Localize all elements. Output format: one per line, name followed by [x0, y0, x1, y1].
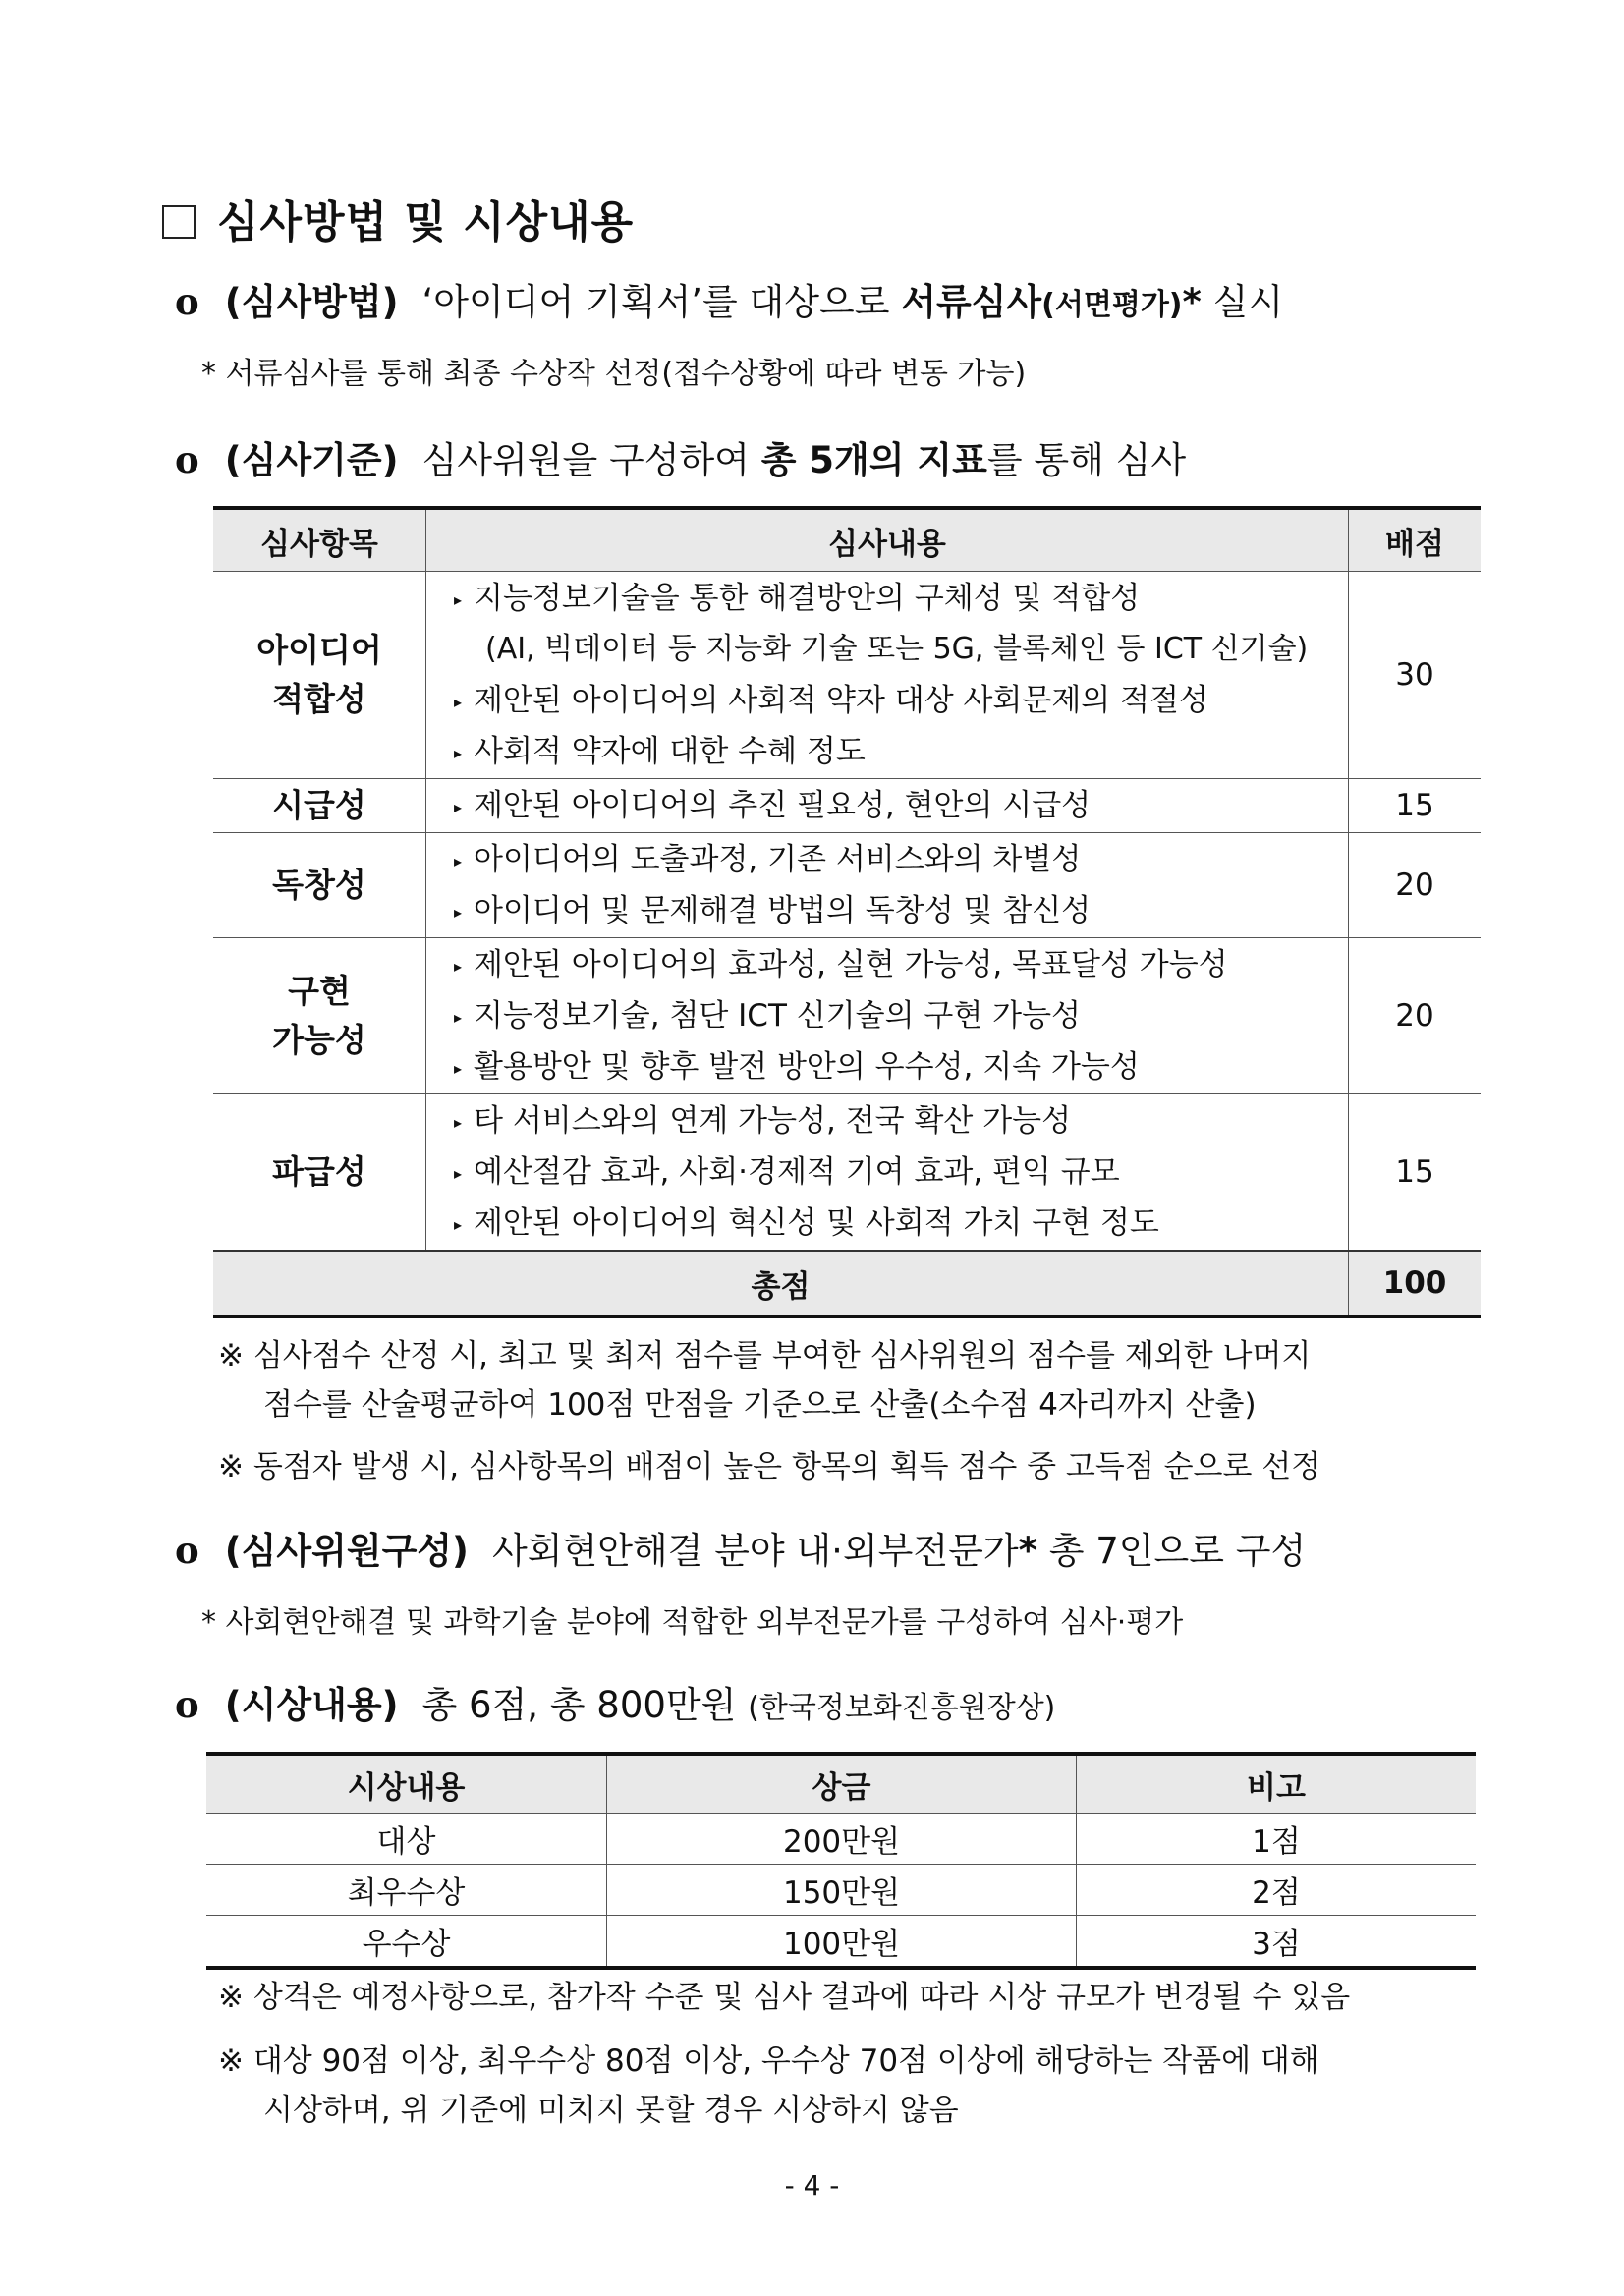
- table-row: [213, 833, 1481, 938]
- list-item: ▸ 예산절감 효과, 사회·경제적 기여 효과, 편익 규모: [454, 1154, 1120, 1190]
- triangle-bullet-icon: ▸: [454, 1164, 463, 1183]
- score-cell: 15: [1349, 1094, 1482, 1252]
- criteria-note-2: ※ 동점자 발생 시, 심사항목의 배점이 높은 항목의 획득 점수 중 고득점 순으로 선정: [218, 1449, 1321, 1484]
- header-category: 심사항목: [213, 508, 426, 572]
- triangle-bullet-icon: ▸: [454, 1059, 463, 1078]
- total-score: 100: [1349, 1251, 1482, 1316]
- prize-table-header: [206, 1754, 1476, 1814]
- table-row: [213, 938, 1481, 1094]
- header-content: 심사내용: [426, 508, 1349, 572]
- triangle-bullet-icon: ▸: [454, 957, 463, 976]
- criteria-note-1: ※ 심사점수 산정 시, 최고 및 최저 점수를 부여한 심사위원의 점수를 제외한 나머지 점수를 산술평균하여 100점 만점을 기준으로 산출(소수점 4자리까지 산출): [218, 1338, 1312, 1423]
- triangle-bullet-icon: ▸: [454, 744, 463, 762]
- category-cell: 시급성: [213, 779, 426, 833]
- list-item: ▸ 제안된 아이디어의 사회적 약자 대상 사회문제의 적절성: [454, 683, 1208, 718]
- remark-cell: 1점: [1077, 1814, 1477, 1865]
- awards-bullet: o (시상내용) 총 6점, 총 800만원 (한국정보화진흥원장상): [175, 1683, 1056, 1726]
- total-row: [213, 1251, 1481, 1316]
- score-cell: 20: [1349, 938, 1482, 1094]
- list-item: ▸ 아이디어 및 문제해결 방법의 독창성 및 참신성: [454, 893, 1092, 928]
- list-item-continuation: (AI, 빅데이터 등 지능화 기술 또는 5G, 블록체인 등 ICT 신기술): [485, 632, 1309, 666]
- table-row: [213, 572, 1481, 779]
- prize-note-2: ※ 대상 90점 이상, 최우수상 80점 이상, 우수상 70점 이상에 해당하는 작품에 대해 시상하며, 위 기준에 미치지 못할 경우 시상하지 않음: [218, 2044, 1319, 2128]
- list-item: ▸ 제안된 아이디어의 추진 필요성, 현안의 시급성: [454, 788, 1092, 823]
- header-award: 시상내용: [206, 1754, 607, 1814]
- prize-note-1: ※ 상격은 예정사항으로, 참가작 수준 및 심사 결과에 따라 시상 규모가 변경될 수 있음: [218, 1980, 1351, 2015]
- list-item: ▸ 지능정보기술, 첨단 ICT 신기술의 구현 가능성: [454, 998, 1081, 1034]
- section-title: [162, 187, 634, 250]
- page-number: - 4 -: [784, 2169, 840, 2202]
- checkbox-square-icon: [162, 205, 196, 239]
- score-cell: 20: [1349, 833, 1482, 938]
- triangle-bullet-icon: ▸: [454, 1215, 463, 1234]
- content-cell: [426, 938, 1349, 1094]
- award-cell: 대상: [206, 1814, 607, 1865]
- category-cell: 아이디어 적합성: [213, 572, 426, 779]
- triangle-bullet-icon: ▸: [454, 1113, 463, 1132]
- content-cell: [426, 572, 1349, 779]
- content-cell: [426, 1094, 1349, 1252]
- review-committee-note: * 사회현안해결 및 과학기술 분야에 적합한 외부전문가를 구성하여 심사·평가: [201, 1605, 1184, 1640]
- category-cell: 파급성: [213, 1094, 426, 1252]
- list-item: ▸ 활용방안 및 향후 발전 방안의 우수성, 지속 가능성: [454, 1049, 1140, 1085]
- triangle-bullet-icon: ▸: [454, 852, 463, 870]
- category-cell: 독창성: [213, 833, 426, 938]
- review-method-bullet: o (심사방법) ‘아이디어 기획서’를 대상으로 서류심사(서면평가)* 실시: [175, 280, 1284, 323]
- list-item: ▸ 아이디어의 도출과정, 기존 서비스와의 차별성: [454, 842, 1082, 877]
- category-cell: 구현 가능성: [213, 938, 426, 1094]
- list-item: ▸ 사회적 약자에 대한 수혜 정도: [454, 734, 866, 769]
- table-row: [213, 779, 1481, 833]
- remark-cell: 3점: [1077, 1916, 1477, 1969]
- award-cell: 최우수상: [206, 1865, 607, 1916]
- triangle-bullet-icon: ▸: [454, 590, 463, 609]
- triangle-bullet-icon: ▸: [454, 903, 463, 922]
- triangle-bullet-icon: ▸: [454, 693, 463, 711]
- section-title-text: 심사방법 및 시상내용: [217, 197, 635, 248]
- table-row: [213, 1094, 1481, 1252]
- review-committee-bullet: o (심사위원구성) 사회현안해결 분야 내·외부전문가* 총 7인으로 구성: [175, 1529, 1307, 1572]
- triangle-bullet-icon: ▸: [454, 1008, 463, 1027]
- content-cell: [426, 833, 1349, 938]
- prize-cell: 150만원: [607, 1865, 1077, 1916]
- triangle-bullet-icon: ▸: [454, 798, 463, 816]
- table-row: [206, 1916, 1476, 1969]
- score-cell: 15: [1349, 779, 1482, 833]
- remark-cell: 2점: [1077, 1865, 1477, 1916]
- table-row: [206, 1865, 1476, 1916]
- prize-cell: 200만원: [607, 1814, 1077, 1865]
- header-remark: 비고: [1077, 1754, 1477, 1814]
- score-cell: 30: [1349, 572, 1482, 779]
- criteria-table: [213, 506, 1481, 1318]
- list-item: ▸ 지능정보기술을 통한 해결방안의 구체성 및 적합성: [454, 581, 1141, 616]
- criteria-table-header: [213, 508, 1481, 572]
- header-prize: 상금: [607, 1754, 1077, 1814]
- list-item: ▸ 타 서비스와의 연계 가능성, 전국 확산 가능성: [454, 1103, 1072, 1139]
- prize-cell: 100만원: [607, 1916, 1077, 1969]
- header-score: 배점: [1349, 508, 1482, 572]
- list-item: ▸ 제안된 아이디어의 혁신성 및 사회적 가치 구현 정도: [454, 1205, 1159, 1241]
- table-row: [206, 1814, 1476, 1865]
- total-label: 총점: [213, 1251, 1349, 1316]
- prize-table: [206, 1752, 1476, 1970]
- award-cell: 우수상: [206, 1916, 607, 1969]
- review-method-note: * 서류심사를 통해 최종 수상작 선정(접수상황에 따라 변동 가능): [201, 357, 1027, 391]
- review-criteria-bullet: o (심사기준) 심사위원을 구성하여 총 5개의 지표를 통해 심사: [175, 438, 1187, 481]
- content-cell: [426, 779, 1349, 833]
- list-item: ▸ 제안된 아이디어의 효과성, 실현 가능성, 목표달성 가능성: [454, 947, 1228, 982]
